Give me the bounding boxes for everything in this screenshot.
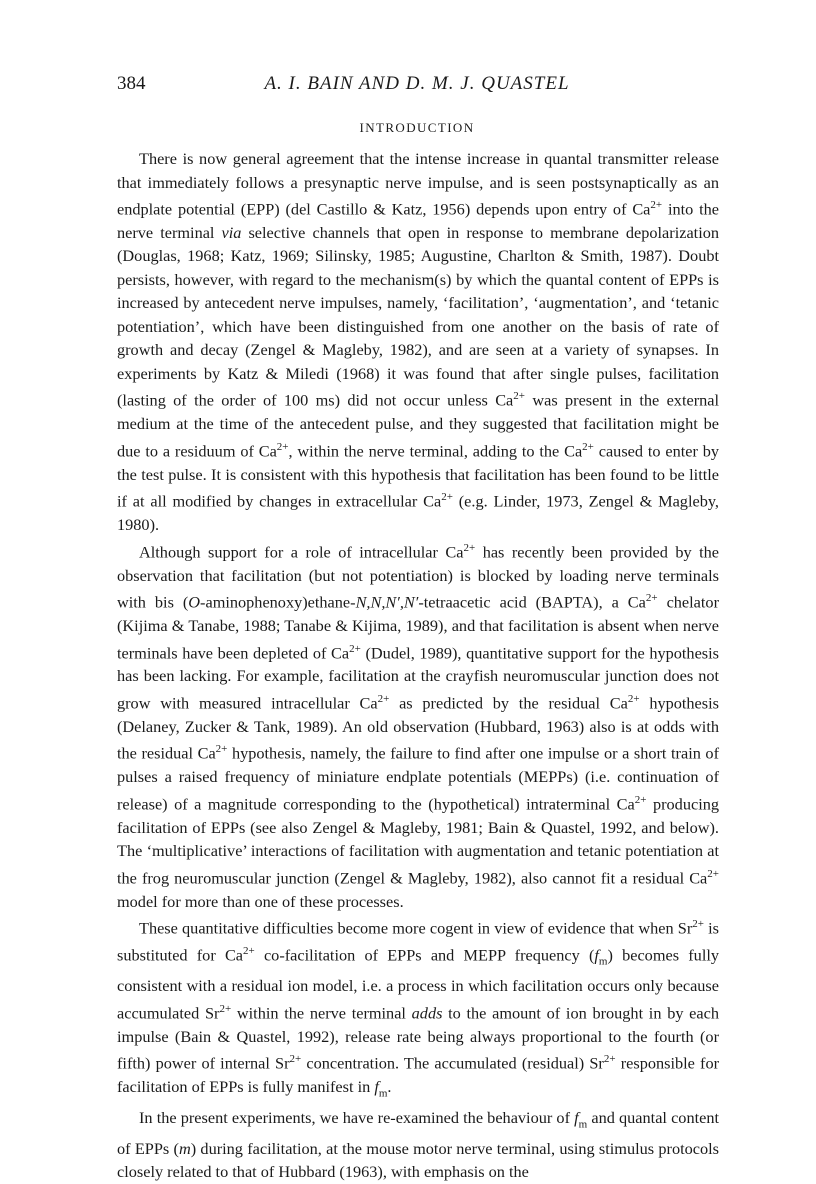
paragraph-2: Although support for a role of intracellular $Ca^{2+}$ has recently been provided by the observation that facilitation (but not potentiation) is blocked by loading nerve terminals with bis (O-aminophenoxy)ethane-N,N,N′,N′-tetraacetic acid (BAPTA), a $Ca^{2+}$ chelator (Kijima & Tanabe, 1988; Tanabe & Kijima, 1989), and that facilitation is absent when nerve terminals have been depleted of $Ca^{2+}$ (Dudel, 1989), quantitative support for the hypothesis has been lacking. For example, facilitation at the crayfish neuromuscular junction does not grow with measured intracellular $Ca^{2+}$ as predicted by the residual $Ca^{2+}$ hypothesis (Delaney, Zucker & Tank, 1989). An old observation (Hubbard, 1963) also is at odds with the residual $Ca^{2+}$ hypothesis, namely, the failure to find after one impulse or a short train of pulses a raised frequency of miniature endplate potentials (MEPPs) (i.e. continuation of release) of a magnitude corresponding to the (hypothetical) intraterminal $Ca^{2+}$ producing facilitation of EPPs (see also Zengel & Magleby, 1981; Bain & Quastel, 1992, and below). The ‘multiplicative’ interactions of facilitation with augmentation and tetanic potentiation at the frog neuromuscular junction (Zengel & Magleby, 1982), also cannot fit a residual $Ca^{2+}$ model for more than one of these processes. — [117, 541, 719, 911]
page-header — [117, 73, 717, 97]
paragraph-1: There is now general agreement that the intense increase in quantal transmitter release that immediately follows a presynaptic nerve impulse, and is seen postsynaptically as an endplate potential (EPP) (del Castillo & Katz, 1956) depends upon entry of $Ca^{2+}$ into the nerve terminal via selective channels that open in response to membrane depolarization (Douglas, 1968; Katz, 1969; Silinsky, 1985; Augustine, Charlton & Smith, 1987). Doubt persists, however, with regard to the mechanism(s) by which the quantal content of EPPs is increased by antecedent nerve impulses, namely, ‘facilitation’, ‘augmentation’, and ‘tetanic potentiation’, which have been distinguished from one another on the basis of rate of growth and decay (Zengel & Magleby, 1982), and are seen at a variety of synapses. In experiments by Katz & Miledi (1968) it was found that after single pulses, facilitation (lasting of the order of 100 ms) did not occur unless $Ca^{2+}$ was present in the external medium at the time of the antecedent pulse, and they suggested that facilitation might be due to a residuum of $Ca^{2+}$, within the nerve terminal, adding to the $Ca^{2+}$ caused to enter by the test pulse. It is consistent with this hypothesis that facilitation has been found to be little if at all modified by changes in extracellular $Ca^{2+}$ (e.g. Linder, 1973, Zengel & Magleby, 1980). — [117, 149, 720, 535]
paragraph-3: These quantitative difficulties become more cogent in view of evidence that when $Sr^{2+}$ is substituted for $Ca^{2+}$ co-facilitation of EPPs and MEPP frequency $(f_m)$ becomes fully consistent with a residual ion model, i.e. a process in which facilitation occurs only because accumulated $Sr^{2+}$ within the nerve terminal adds to the amount of ion brought in by each impulse (Bain & Quastel, 1992), release rate being always proportional to the fourth (or fifth) power of internal $Sr^{2+}$ concentration. The accumulated (residual) $Sr^{2+}$ responsible for facilitation of EPPs is fully manifest in $f_m$. — [117, 918, 720, 1100]
page-number: 384 — [117, 73, 146, 94]
paragraph-4: In the present experiments, we have re-examined the behaviour of $f_m$ and quantal content of EPPs (m) during facilitation, at the mouse motor nerve terminal, using stimulus protocols closely related to that of Hubbard (1963), with emphasis on the — [117, 1107, 720, 1182]
running-head: A. I. BAIN AND D. M. J. QUASTEL — [264, 73, 570, 94]
section-title: INTRODUCTION — [359, 120, 475, 135]
body-text — [117, 147, 719, 1184]
